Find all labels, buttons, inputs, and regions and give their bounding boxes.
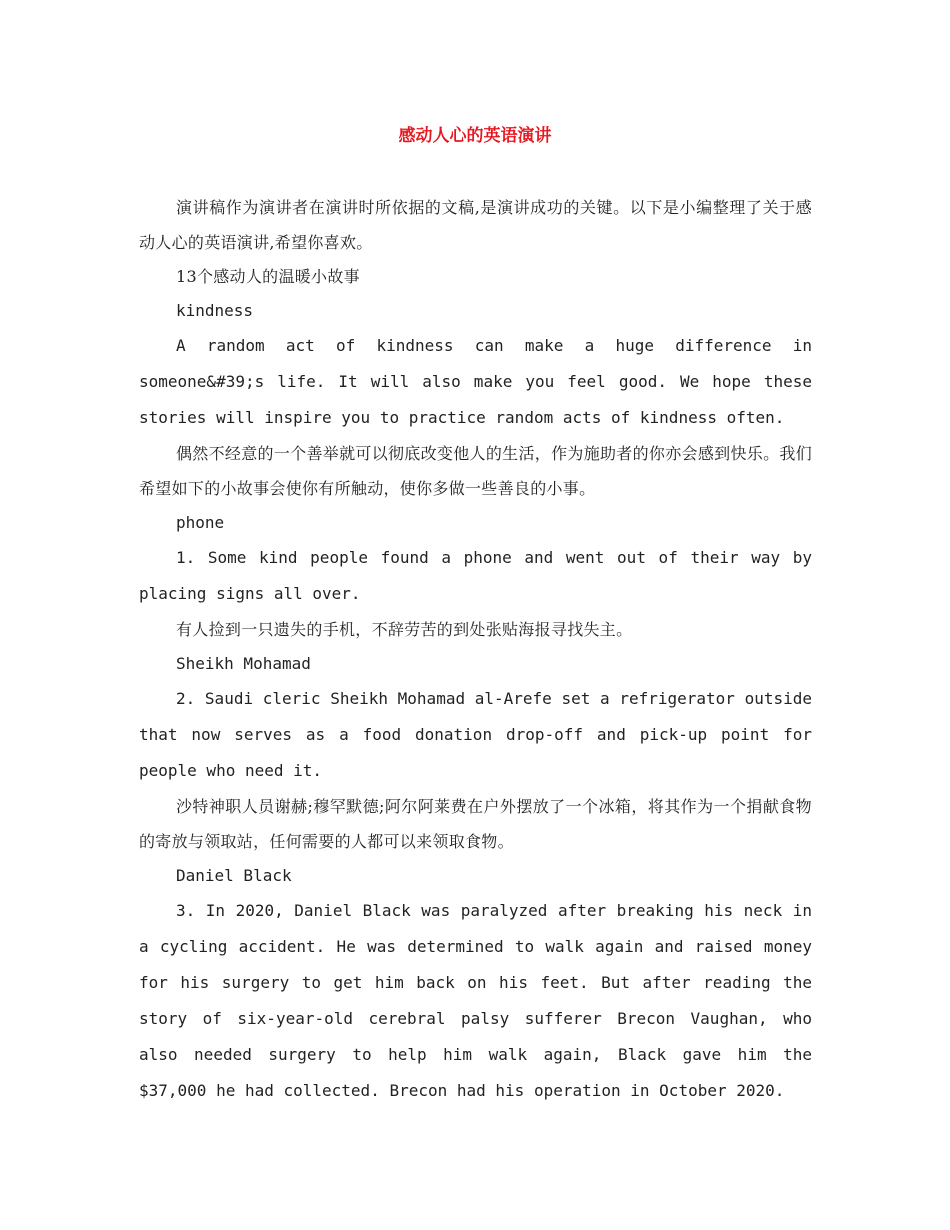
section-heading-stories: 13个感动人的温暖小故事	[176, 267, 360, 286]
label-kindness: kindness	[176, 301, 254, 320]
kindness-paragraph-zh: 偶然不经意的一个善举就可以彻底改变他人的生活，作为施助者的你亦会感到快乐。我们希望如下的小故事会使你有所触动，使你多做一些善良的小事。	[139, 444, 812, 498]
story-3-en: 3. In 2020, Daniel Black was paralyzed after breaking his neck in a cycling accident. He was determined to walk again and raised money for his surgery to get him back on his feet. But after reading the story of six-year-old cerebral palsy sufferer Brecon Vaughan, who also needed surgery to help him walk again, Black gave him the $37,000 he had collected. Brecon had his operation in October 2020.	[139, 901, 812, 1100]
intro-paragraph: 演讲稿作为演讲者在演讲时所依据的文稿,是演讲成功的关键。以下是小编整理了关于感动人心的英语演讲,希望你喜欢。	[139, 198, 812, 252]
story-1-en: 1. Some kind people found a phone and went out of their way by placing signs all over.	[139, 548, 812, 603]
document-body	[139, 190, 812, 1109]
document-title: 感动人心的英语演讲	[398, 126, 552, 146]
label-daniel-black: Daniel Black	[176, 866, 292, 885]
kindness-paragraph-en: A random act of kindness can make a huge difference in someone&#39;s life. It will also make you feel good. We hope these stories will inspire you to practice random acts of kindness often.	[139, 336, 812, 427]
story-2-en: 2. Saudi cleric Sheikh Mohamad al-Arefe set a refrigerator outside that now serves as a food donation drop-off and pick-up point for people who need it.	[139, 689, 812, 780]
label-phone: phone	[176, 513, 225, 532]
label-sheikh-mohamad: Sheikh Mohamad	[176, 654, 311, 673]
story-2-zh: 沙特神职人员谢赫;穆罕默德;阿尔阿莱费在户外摆放了一个冰箱，将其作为一个捐献食物的寄放与领取站，任何需要的人都可以来领取食物。	[139, 797, 812, 851]
story-1-zh: 有人捡到一只遗失的手机，不辞劳苦的到处张贴海报寻找失主。	[176, 620, 633, 639]
